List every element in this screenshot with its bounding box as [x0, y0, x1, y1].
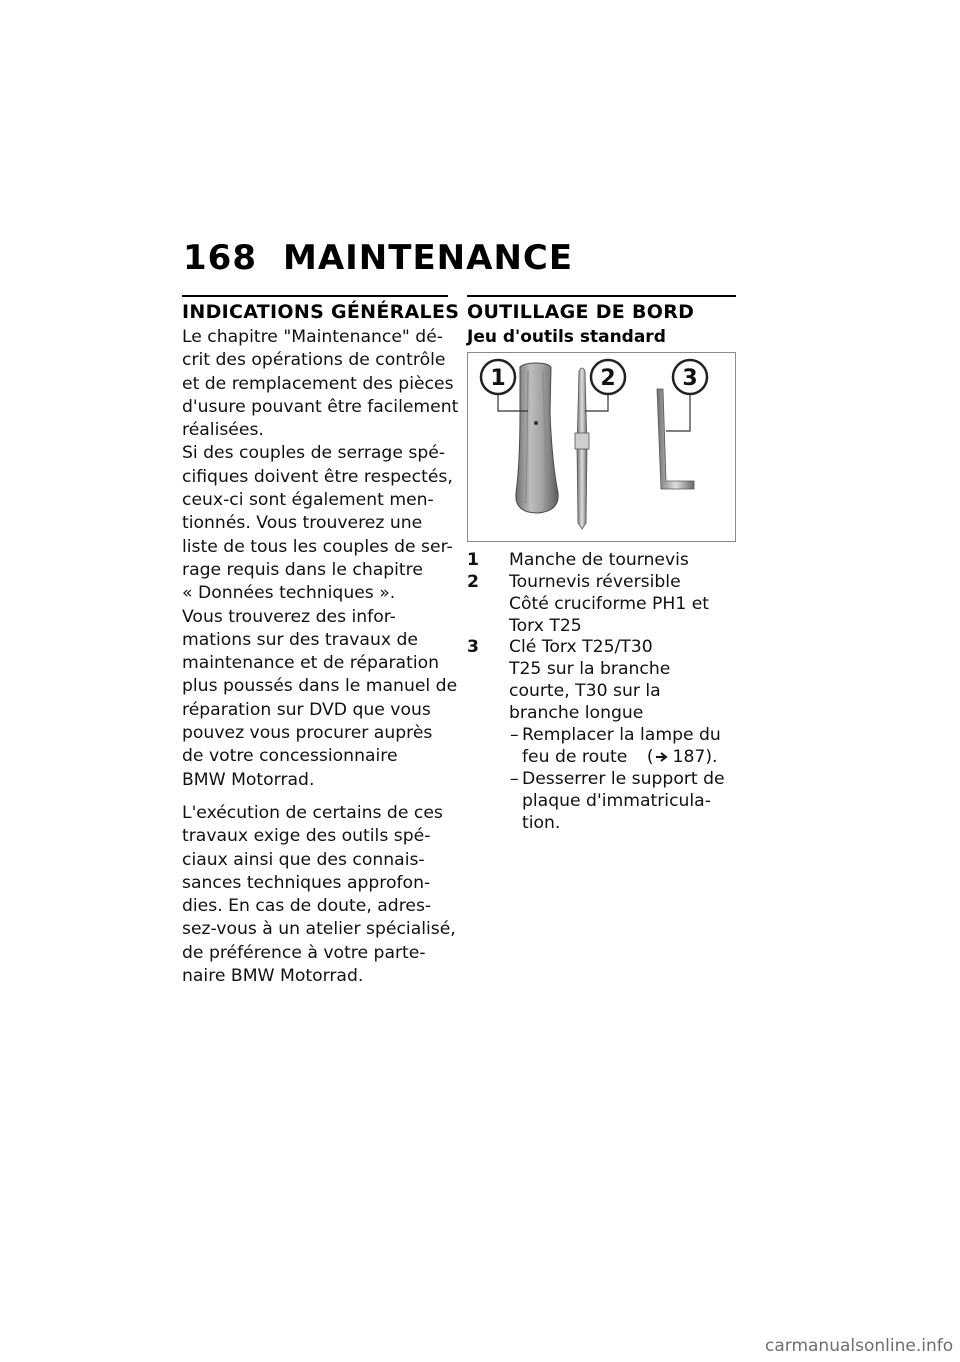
body-text-line: rage requis dans le chapitre [182, 559, 423, 580]
figure-legend [467, 549, 747, 834]
body-text-line: BMW Motorrad. [182, 769, 315, 790]
legend-text: courte, T30 sur la [509, 681, 661, 701]
bullet-text: Desserrer le support de [522, 769, 725, 789]
bullet-item-2-line-2 [467, 790, 747, 812]
legend-text: T25 sur la branche [509, 659, 671, 679]
chapter-title: MAINTENANCE [283, 238, 574, 278]
body-text-line: de votre concessionnaire [182, 746, 398, 767]
screwdriver-handle-drawing [516, 363, 558, 513]
body-text-line: réparation sur DVD que vous [182, 699, 431, 720]
body-text-line: ceux-ci sont également men- [182, 490, 434, 511]
legend-item-3-line-2 [467, 658, 747, 680]
body-text-line: Vous trouverez des infor- [182, 606, 396, 627]
right-section-rule [467, 295, 736, 297]
callout-2 [591, 360, 625, 394]
body-text-line: sances techniques approfon- [182, 872, 431, 893]
bullet-item-2-line-3 [467, 812, 747, 834]
right-section-heading: OUTILLAGE DE BORD [467, 301, 695, 323]
legend-item-3-line-4 [467, 702, 747, 724]
body-text-line: mations sur des travaux de [182, 629, 418, 650]
left-section-heading: INDICATIONS GÉNÉRALES [182, 301, 460, 323]
bullet-item-1 [467, 724, 747, 746]
site-watermark: carmanualsonline.info [765, 1336, 954, 1356]
bullet-dash: – [510, 769, 519, 789]
legend-item-3-line-3 [467, 680, 747, 702]
body-text-line: pouvez vous procurer auprès [182, 723, 433, 744]
legend-item-2 [467, 571, 747, 593]
legend-number: 1 [467, 550, 479, 570]
bullet-text: feu de route [522, 747, 628, 767]
legend-text: branche longue [509, 703, 644, 723]
body-text-line: d'usure pouvant être facilement [182, 396, 459, 417]
page-reference-arrow-icon [656, 752, 669, 762]
legend-item-2-line-3 [467, 615, 747, 636]
body-text-line: Si des couples de serrage spé- [182, 443, 446, 464]
body-text-line: de préférence à votre parte- [182, 942, 426, 963]
body-text-line: cifiques doivent être respectés, [182, 466, 453, 487]
legend-item-1 [467, 549, 747, 571]
legend-text: Clé Torx T25/T30 [509, 637, 653, 657]
toolkit-illustration [468, 353, 735, 541]
bullet-item-2 [467, 768, 747, 790]
toolkit-figure [467, 352, 736, 542]
legend-text: Manche de tournevis [509, 550, 689, 570]
callout-number: 3 [682, 366, 698, 391]
legend-text: Côté cruciforme PH1 et [509, 594, 710, 614]
body-text-line: plus poussés dans le manuel de [182, 676, 458, 697]
legend-item-2-line-2 [467, 593, 747, 615]
page-reference-link[interactable]: 187). [672, 747, 718, 767]
bullet-dash: – [510, 725, 519, 745]
body-text-line: et de remplacement des pièces [182, 373, 454, 394]
body-text-line: ciaux ainsi que des connais- [182, 849, 425, 870]
callout-number: 2 [600, 366, 616, 391]
body-text-line: liste de tous les couples de ser- [182, 536, 453, 557]
body-text-line: dies. En cas de doute, adres- [182, 896, 432, 917]
bullet-text: Remplacer la lampe du [522, 725, 721, 745]
legend-number: 2 [467, 572, 479, 592]
callout-1 [481, 360, 515, 394]
callout-number: 1 [490, 366, 506, 391]
bullet-text: tion. [522, 813, 561, 833]
body-text-line: réalisées. [182, 420, 264, 441]
bullet-text: plaque d'immatricula- [522, 791, 711, 811]
body-text-line: naire BMW Motorrad. [182, 966, 364, 987]
body-text-line: « Données techniques ». [182, 583, 396, 604]
legend-item-3 [467, 636, 747, 658]
page-number: 168 [183, 238, 257, 278]
body-text-line: sez-vous à un atelier spécialisé, [182, 919, 456, 940]
legend-number: 3 [467, 637, 479, 657]
reversible-screwdriver-drawing [575, 368, 589, 529]
bullet-item-1-line-2: feu de route ( 187). [522, 747, 718, 767]
left-section-rule [182, 295, 448, 297]
body-text-line: L'exécution de certains de ces [182, 802, 443, 823]
callout-3 [673, 360, 707, 394]
body-text-line: travaux exige des outils spé- [182, 826, 431, 847]
left-body [182, 326, 459, 988]
right-subheading: Jeu d'outils standard [467, 327, 666, 347]
legend-text: Torx T25 [509, 616, 582, 636]
body-text-line: Le chapitre "Maintenance" dé- [182, 327, 443, 347]
body-text-line: tionnés. Vous trouverez une [182, 513, 423, 534]
torx-key-drawing [657, 389, 694, 489]
body-text-line: crit des opérations de contrôle [182, 350, 446, 371]
body-text-line: maintenance et de réparation [182, 653, 440, 674]
legend-text: Tournevis réversible [509, 572, 681, 592]
